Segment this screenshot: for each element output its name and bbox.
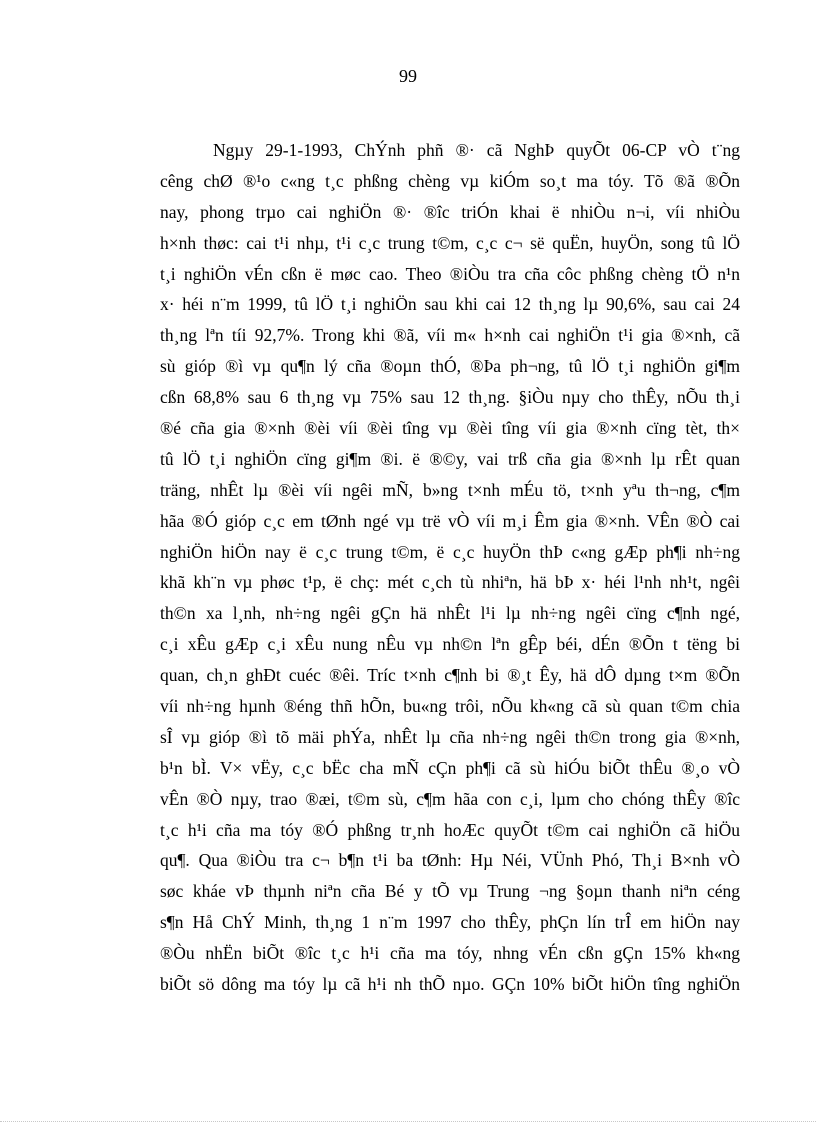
text-line: khã kh¨n vµ phøc t¹p, ë chç: mét c¸ch tù nhiªn, hä bÞ x· héi l¹nh nh¹t, ngêi (160, 572, 740, 593)
text-line: x· héi n¨m 1999, tû lÖ t¸i nghiÖn sau khi cai 12 th¸ng lµ 90,6%, sau cai 24 (160, 294, 740, 315)
text-line: c¸i xÊu gÆp c¸i xÊu nung nÊu vµ nh©n lªn gÊp béi, dÉn ®Õn t tëng bi (160, 634, 740, 655)
text-line: t¸c h¹i cña ma tóy ®Ó phßng tr¸nh hoÆc quyÕt t©m cai nghiÖn cã hiÖu (160, 819, 740, 840)
text-line: ®Òu nhËn biÕt ®îc t¸c h¹i cña ma tóy, nhng vÉn cßn gÇn 15% kh«ng (160, 943, 740, 964)
text-line: sù gióp ®ì vµ qu¶n lý cña ®oµn thÓ, ®Þa ph¬ng, tû lÖ t¸i nghiÖn gi¶m (160, 356, 740, 377)
text-line: qu¶. Qua ®iÒu tra c¬ b¶n t¹i ba tØnh: Hµ Néi, VÜnh Phó, Th¸i B×nh vÒ (160, 850, 740, 871)
text-line: Ngµy 29-1-1993, ChÝnh phñ ®· cã NghÞ quyÕt 06-CP vÒ t¨ng (213, 140, 740, 160)
text-line: tû lÖ t¸i nghiÖn cïng gi¶m ®i. ë ®©y, vai trß cña gia ®×nh lµ rÊt quan (160, 448, 740, 469)
text-line: søc kháe vÞ thµnh niªn cña Bé y tÕ vµ Trung ¬ng §oµn thanh niªn céng (160, 881, 740, 902)
text-line: ®é cña gia ®×nh ®èi víi ®èi tîng vµ ®èi tîng víi gia ®×nh cïng tèt, th× (160, 418, 740, 439)
text-line: h×nh thøc: cai t¹i nhµ, t¹i c¸c trung t©m, c¸c c¬ së quËn, huyÖn, song tû lÖ (160, 232, 740, 253)
text-line: nay, phong trµo cai nghiÖn ®· ®îc triÓn khai ë nhiÒu n¬i, víi nhiÒu (160, 201, 740, 222)
text-line: s¶n Hå ChÝ Minh, th¸ng 1 n¨m 1997 cho thÊy, phÇn lín trÎ em hiÖn nay (160, 912, 740, 933)
text-line: vÊn ®Ò nµy, trao ®æi, t©m sù, c¶m hãa con c¸i, lµm cho chóng thÊy ®îc (160, 788, 740, 809)
text-line: cßn 68,8% sau 6 th¸ng vµ 75% sau 12 th¸ng. §iÒu nµy cho thÊy, nÕu th¸i (160, 387, 740, 408)
body-paragraph (160, 135, 740, 1000)
text-line: t¸i nghiÖn vÉn cßn ë møc cao. Theo ®iÒu tra cña côc phßng chèng tÖ n¹n (160, 263, 740, 284)
page-number: 99 (399, 66, 417, 86)
text-line: víi nh÷ng hµnh ®éng thñ hÕn, bu«ng trôi, nÕu kh«ng cã sù quan t©m chia (160, 696, 740, 717)
text-line: quan, ch¸n ghÐt cuéc ®êi. Tríc t×nh c¶nh bi ®¸t Êy, hä dÔ dµng t×m ®Õn (160, 665, 740, 686)
text-line: cêng chØ ®¹o c«ng t¸c phßng chèng vµ kiÓm so¸t ma tóy. Tõ ®ã ®Õn (160, 170, 740, 191)
text-line: hãa ®Ó gióp c¸c em tØnh ngé vµ trë vÒ víi m¸i Êm gia ®×nh. VÊn ®Ò cai (160, 510, 740, 531)
text-line: th©n xa l¸nh, nh÷ng ngêi gÇn hä nhÊt l¹i lµ nh÷ng ngêi cïng c¶nh ngé, (160, 603, 740, 624)
page-bottom-divider (0, 1121, 816, 1122)
text-line: träng, nhÊt lµ ®èi víi ngêi mÑ, b»ng t×nh mÉu tö, t×nh yªu th¬ng, c¶m (160, 479, 740, 500)
text-line: b¹n bÌ. V× vËy, c¸c bËc cha mÑ cÇn ph¶i cã sù hiÓu biÕt thÊu ®¸o vÒ (160, 757, 740, 778)
text-line: sÎ vµ gióp ®ì tõ mäi phÝa, nhÊt lµ cña nh÷ng ngêi th©n trong gia ®×nh, (160, 726, 740, 747)
text-line: nghiÖn hiÖn nay ë c¸c trung t©m, ë c¸c huyÖn thÞ c«ng gÆp ph¶i nh÷ng (160, 541, 740, 562)
text-line: biÕt sö dông ma tóy lµ cã h¹i nh thÕ nµo. GÇn 10% biÕt hiÖn tîng nghiÖn (160, 974, 740, 995)
text-line: th¸ng lªn tíi 92,7%. Trong khi ®ã, víi m« h×nh cai nghiÖn t¹i gia ®×nh, cã (160, 325, 740, 346)
